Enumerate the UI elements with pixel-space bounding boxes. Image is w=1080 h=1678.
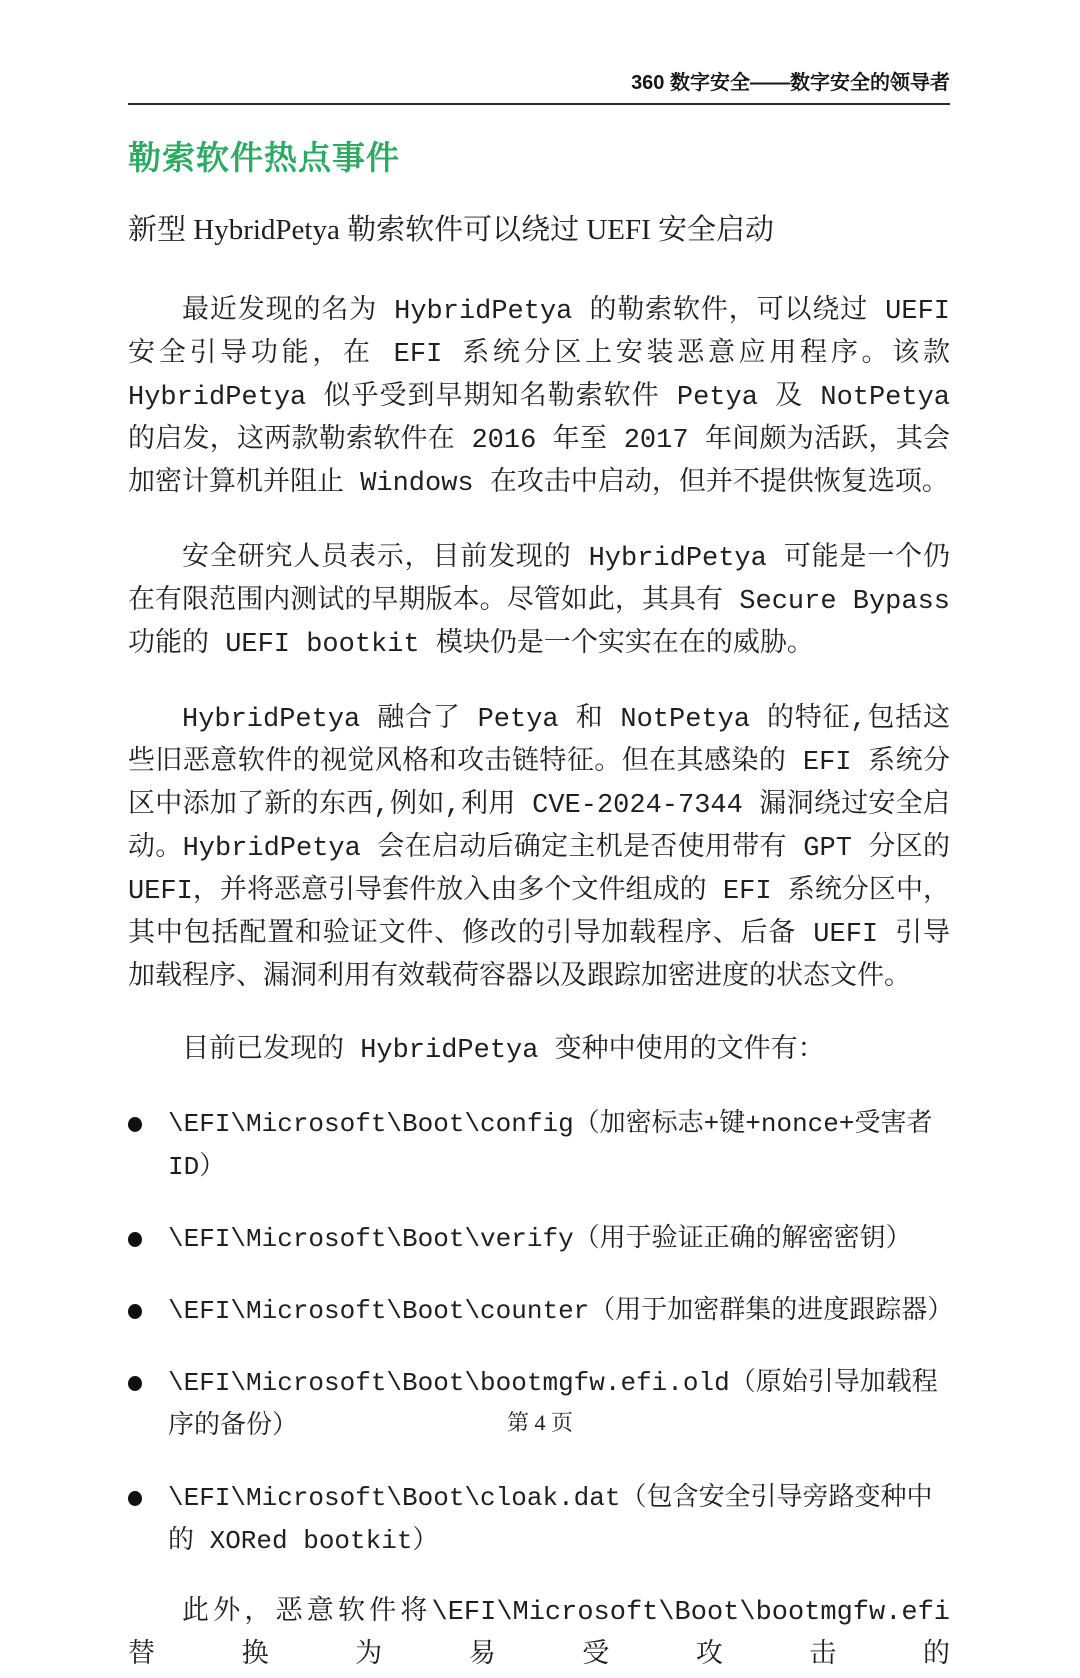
article-title: 新型 HybridPetya 勒索软件可以绕过 UEFI 安全启动	[128, 214, 775, 246]
brand-text: 360 数字安全——数字安全的领导者	[631, 72, 950, 94]
list-item-text: \EFI\Microsoft\Boot\cloak.dat（包含安全引导旁路变种中的 XORed bootkit）	[168, 1483, 933, 1556]
list-item-text: \EFI\Microsoft\Boot\verify（用于验证正确的解密密钥）	[168, 1224, 912, 1254]
list-item-text: \EFI\Microsoft\Boot\counter（用于加密群集的进度跟踪器）	[168, 1296, 954, 1326]
list-item-text: \EFI\Microsoft\Boot\config（加密标志+键+nonce+受害者 ID）	[168, 1109, 933, 1182]
list-item	[128, 1290, 954, 1333]
bullet-icon	[128, 1117, 142, 1132]
section-title: 勒索软件热点事件	[128, 141, 400, 177]
page-number: 第 4 页	[506, 1410, 573, 1435]
bullet-icon	[128, 1232, 142, 1247]
file-list	[128, 1103, 954, 1563]
paragraph-list-intro: 目前已发现的 HybridPetya 变种中使用的文件有：	[182, 1036, 825, 1066]
paragraph-features: HybridPetya 融合了 Petya 和 NotPetya 的特征,包括这些旧恶意软件的视觉风格和攻击链特征。但在其感染的 EFI 系统分区中添加了新的东西,例如,利用 CVE-2024-7344 漏洞绕过安全启动。HybridPetya 会在启动后确定主机是否使用带有 GPT 分区的 UEFI，并将恶意引导套件放入由多个文件组成的 EFI 系统分区中，其中包括配置和验证文件、修改的引导加载程序、后备 UEFI 引导加载程序、漏洞利用有效载荷容器以及跟踪加密进度的状态文件。	[128, 705, 950, 993]
bullet-icon	[128, 1376, 142, 1391]
paragraph-closing: 此外，恶意软件将\EFI\Microsoft\Boot\bootmgfw.efi 替换为易受攻击的	[128, 1598, 950, 1671]
paragraph-intro: 最近发现的名为 HybridPetya 的勒索软件，可以绕过 UEFI 安全引导功能，在 EFI 系统分区上安装恶意应用程序。该款 HybridPetya 似乎受到早期知名勒索软件 Petya 及 NotPetya 的启发，这两款勒索软件在 2016 年至 2017 年间颇为活跃，其会加密计算机并阻止 Windows 在攻击中启动，但并不提供恢复选项。	[128, 297, 950, 499]
page-header	[128, 70, 950, 105]
bullet-icon	[128, 1491, 142, 1506]
list-item	[128, 1103, 950, 1189]
page-footer	[0, 1408, 1080, 1438]
list-item-text: \EFI\Microsoft\Boot\bootmgfw.efi.old（原始引导加载程序的备份）	[168, 1368, 938, 1441]
list-item	[128, 1218, 950, 1261]
bullet-icon	[128, 1304, 142, 1319]
list-item	[128, 1477, 950, 1563]
paragraph-researchers: 安全研究人员表示，目前发现的 HybridPetya 可能是一个仍在有限范围内测试的早期版本。尽管如此，其具有 Secure Bypass 功能的 UEFI bootkit 模块仍是一个实实在在的威胁。	[128, 544, 950, 660]
